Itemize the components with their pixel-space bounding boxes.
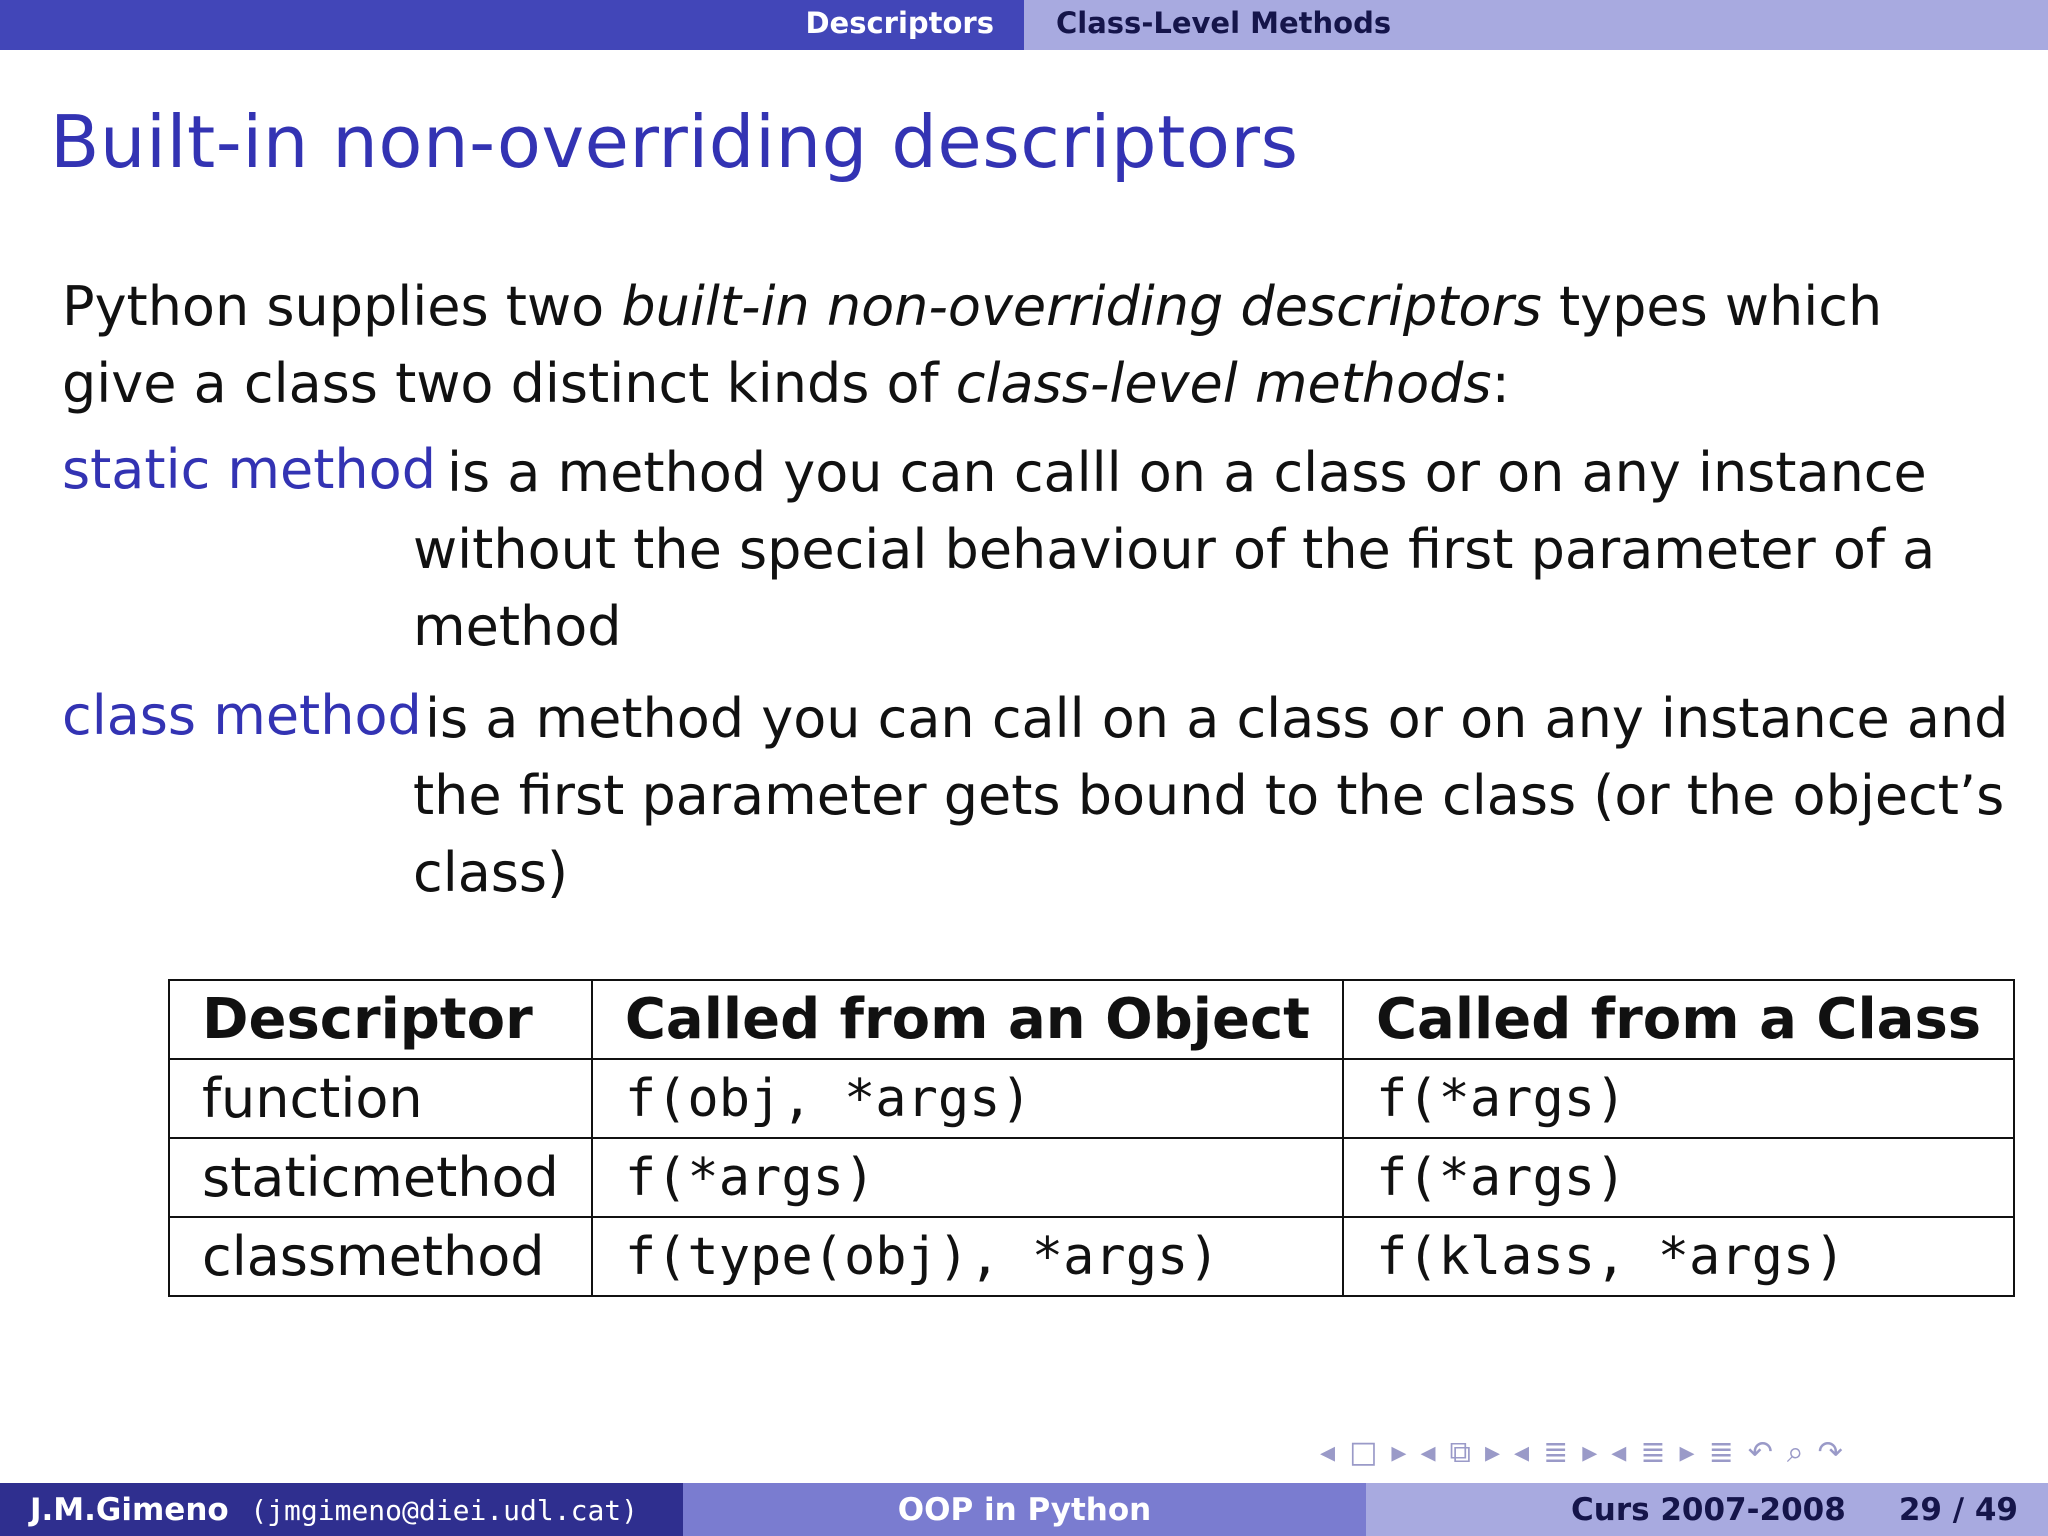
table-row	[169, 1217, 2014, 1296]
slide-title: Built-in non-overriding descriptors	[50, 100, 1299, 184]
top-navigation-bar	[0, 0, 2048, 50]
table-header-cell: Descriptor	[169, 980, 592, 1059]
definition-line: method	[413, 595, 622, 658]
definition-line: is a method you can calll on a class or on any instance	[447, 441, 1927, 504]
table-cell: f(klass, *args)	[1343, 1217, 2014, 1296]
top-nav-left-panel	[0, 0, 1024, 50]
footer-title-panel	[683, 1483, 1366, 1536]
table-header-cell: Called from an Object	[592, 980, 1343, 1059]
intro-emphasis-1: built-in non-overriding descriptors	[621, 275, 1542, 338]
table-cell: classmethod	[169, 1217, 592, 1296]
definition-term-static-method: static method	[62, 438, 436, 501]
footer-info-panel	[1366, 1483, 2048, 1536]
footer-author	[30, 1492, 638, 1528]
descriptor-table	[168, 979, 2015, 1297]
footer-course-title: OOP in Python	[897, 1492, 1152, 1528]
prev-subsection-icon[interactable]: ◂	[1420, 1434, 1436, 1470]
intro-text-3: :	[1491, 352, 1510, 415]
nav-section-class-level-methods[interactable]: Class-Level Methods	[1056, 6, 1392, 40]
back-icon[interactable]: ↶	[1747, 1434, 1773, 1470]
next-section-icon[interactable]: ▸	[1582, 1434, 1598, 1470]
search-icon[interactable]: ⌕	[1786, 1434, 1804, 1470]
prev-section-icon[interactable]: ◂	[1514, 1434, 1530, 1470]
frame-icon[interactable]: □	[1349, 1434, 1378, 1470]
prev-appendix-icon[interactable]: ◂	[1611, 1434, 1627, 1470]
table-row	[169, 1138, 2014, 1217]
table-cell: f(*args)	[1343, 1059, 2014, 1138]
next-frame-icon[interactable]: ▸	[1391, 1434, 1407, 1470]
author-name: J.M.Gimeno	[30, 1492, 229, 1528]
table-cell: f(obj, *args)	[592, 1059, 1343, 1138]
table-cell: f(type(obj), *args)	[592, 1217, 1343, 1296]
intro-emphasis-2: class-level methods	[955, 352, 1492, 415]
forward-icon[interactable]: ↷	[1817, 1434, 1843, 1470]
table-cell: f(*args)	[1343, 1138, 2014, 1217]
intro-paragraph	[62, 268, 2002, 422]
prev-frame-icon[interactable]: ◂	[1320, 1434, 1336, 1470]
table-header-row	[169, 980, 2014, 1059]
author-email: (jmgimeno@diei.udl.cat)	[250, 1494, 639, 1527]
definition-line: is a method you can call on a class or on any instance and	[425, 687, 2009, 750]
intro-text-1: Python supplies two	[62, 275, 622, 338]
definition-line: without the special behaviour of the first parameter of a	[413, 518, 1936, 581]
footer-course: Curs 2007-2008	[1571, 1492, 1846, 1528]
table-cell: staticmethod	[169, 1138, 592, 1217]
table-row	[169, 1059, 2014, 1138]
definition-term-class-method: class method	[62, 684, 422, 747]
definition-line: class)	[413, 841, 569, 904]
footer-bar	[0, 1483, 2048, 1536]
toc-icon[interactable]: ≣	[1708, 1434, 1734, 1470]
subsection-icon[interactable]: ⧉	[1449, 1434, 1471, 1470]
table-header-cell: Called from a Class	[1343, 980, 2014, 1059]
appendix-icon[interactable]: ≣	[1640, 1434, 1666, 1470]
section-icon[interactable]: ≣	[1543, 1434, 1569, 1470]
nav-section-descriptors[interactable]: Descriptors	[805, 6, 994, 40]
footer-author-panel	[0, 1483, 683, 1536]
next-subsection-icon[interactable]: ▸	[1484, 1434, 1501, 1470]
table-cell: function	[169, 1059, 592, 1138]
table-cell: f(*args)	[592, 1138, 1343, 1217]
top-nav-right-panel	[1024, 0, 2048, 50]
next-appendix-icon[interactable]: ▸	[1679, 1434, 1695, 1470]
definition-line: the first parameter gets bound to the class (or the object’s	[413, 764, 2005, 827]
beamer-navigation-symbols	[1320, 1432, 2030, 1472]
footer-page-number: 29 / 49	[1898, 1492, 2018, 1528]
intro-text-2: types which give a class two distinct kinds of	[62, 275, 1883, 415]
